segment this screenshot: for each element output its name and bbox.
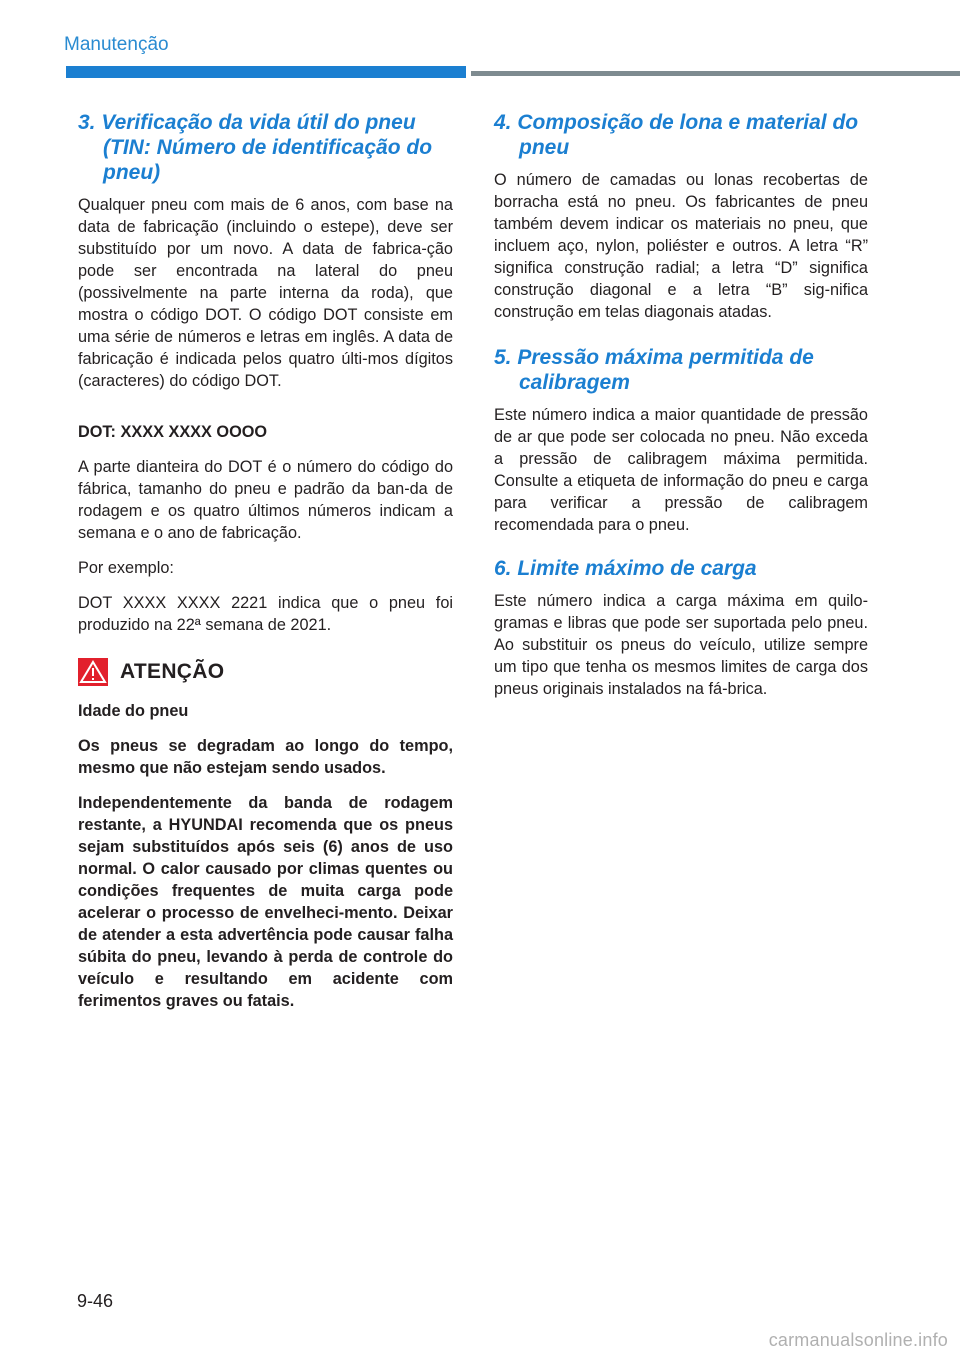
header-rule-blue [66,66,466,78]
warning-title: ATENÇÃO [120,660,225,683]
section-3-paragraph-2: A parte dianteira do DOT é o número do código do fábrica, tamanho do pneu e padrão da ban-da de rodagem e os quatro últimos números indicam a semana e o ano de fabricação. [78,458,453,542]
left-column [78,110,453,1025]
section-4-paragraph: O número de camadas ou lonas recobertas de borracha está no pneu. Os fabricantes de pneu também devem indicar os materiais no pneu, que incluem aço, nylon, poliéster e outros. A letra “R” significa construção radial; a letra “D” significa construção diagonal e a letra “B” sig-nifica construção em telas diagonais atadas. [494,171,868,321]
section-6-paragraph: Este número indica a carga máxima em quilo-gramas e libras que pode ser suportada pelo pneu. Ao substituir os pneus do veículo, utilize sempre um tipo que tenha os mesmos limites de carga dos pneus originais instalados na fá-brica. [494,592,868,698]
right-column [494,110,868,713]
section-header: Manutenção [64,34,169,55]
section-5-title: 5. Pressão máxima permitida de calibragem [494,346,814,394]
page-number: 9-46 [77,1291,114,1311]
warning-header [78,658,453,686]
section-3-paragraph-1: Qualquer pneu com mais de 6 anos, com base na data de fabricação (incluindo o estepe), deve ser substituído por um novo. A data de fabrica-ção pode ser encontrada na lateral do pneu (possivelmente na parte interna da roda), que mostra o código DOT. O código DOT consiste em uma série de números e letras em inglês. A data de fabricação é indicada pelos quatro últi-mos dígitos (caracteres) do código DOT. [78,196,453,390]
header-rule-grey [471,71,960,76]
warning-paragraph-2: Independentemente da banda de rodagem restante, a HYUNDAI recomenda que os pneus sejam substituídos após seis (6) anos de uso normal. O calor causado por climas quentes ou condições frequentes de muita carga pode acelerar o processo de envelheci-mento. Deixar de atender a esta advertência pode causar falha súbita do pneu, levando à perda de controle do veículo e resultando em acidente com ferimentos graves ou fatais. [78,794,453,1010]
section-6-title: 6. Limite máximo de carga [494,557,757,580]
watermark: carmanualsonline.info [768,1330,948,1350]
warning-subtitle: Idade do pneu [78,702,189,720]
section-4-title: 4. Composição de lona e material do pneu [494,111,859,159]
section-3-title: 3. Verificação da vida útil do pneu (TIN: Número de identificação do pneu) [78,111,433,184]
dot-code-format: DOT: XXXX XXXX OOOO [78,423,268,441]
section-3-example-label: Por exemplo: [78,559,174,577]
warning-triangle-icon [78,658,108,686]
section-3-example: DOT XXXX XXXX 2221 indica que o pneu foi produzido na 22ª semana de 2021. [78,594,453,634]
warning-paragraph-1: Os pneus se degradam ao longo do tempo, mesmo que não estejam sendo usados. [78,737,453,777]
section-5-paragraph: Este número indica a maior quantidade de pressão de ar que pode ser colocada no pneu. Não exceda a pressão de calibragem máxima permitida. Consulte a etiqueta de informação do pneu e carga para verificar a pressão de calibragem recomendada para o pneu. [494,406,868,534]
